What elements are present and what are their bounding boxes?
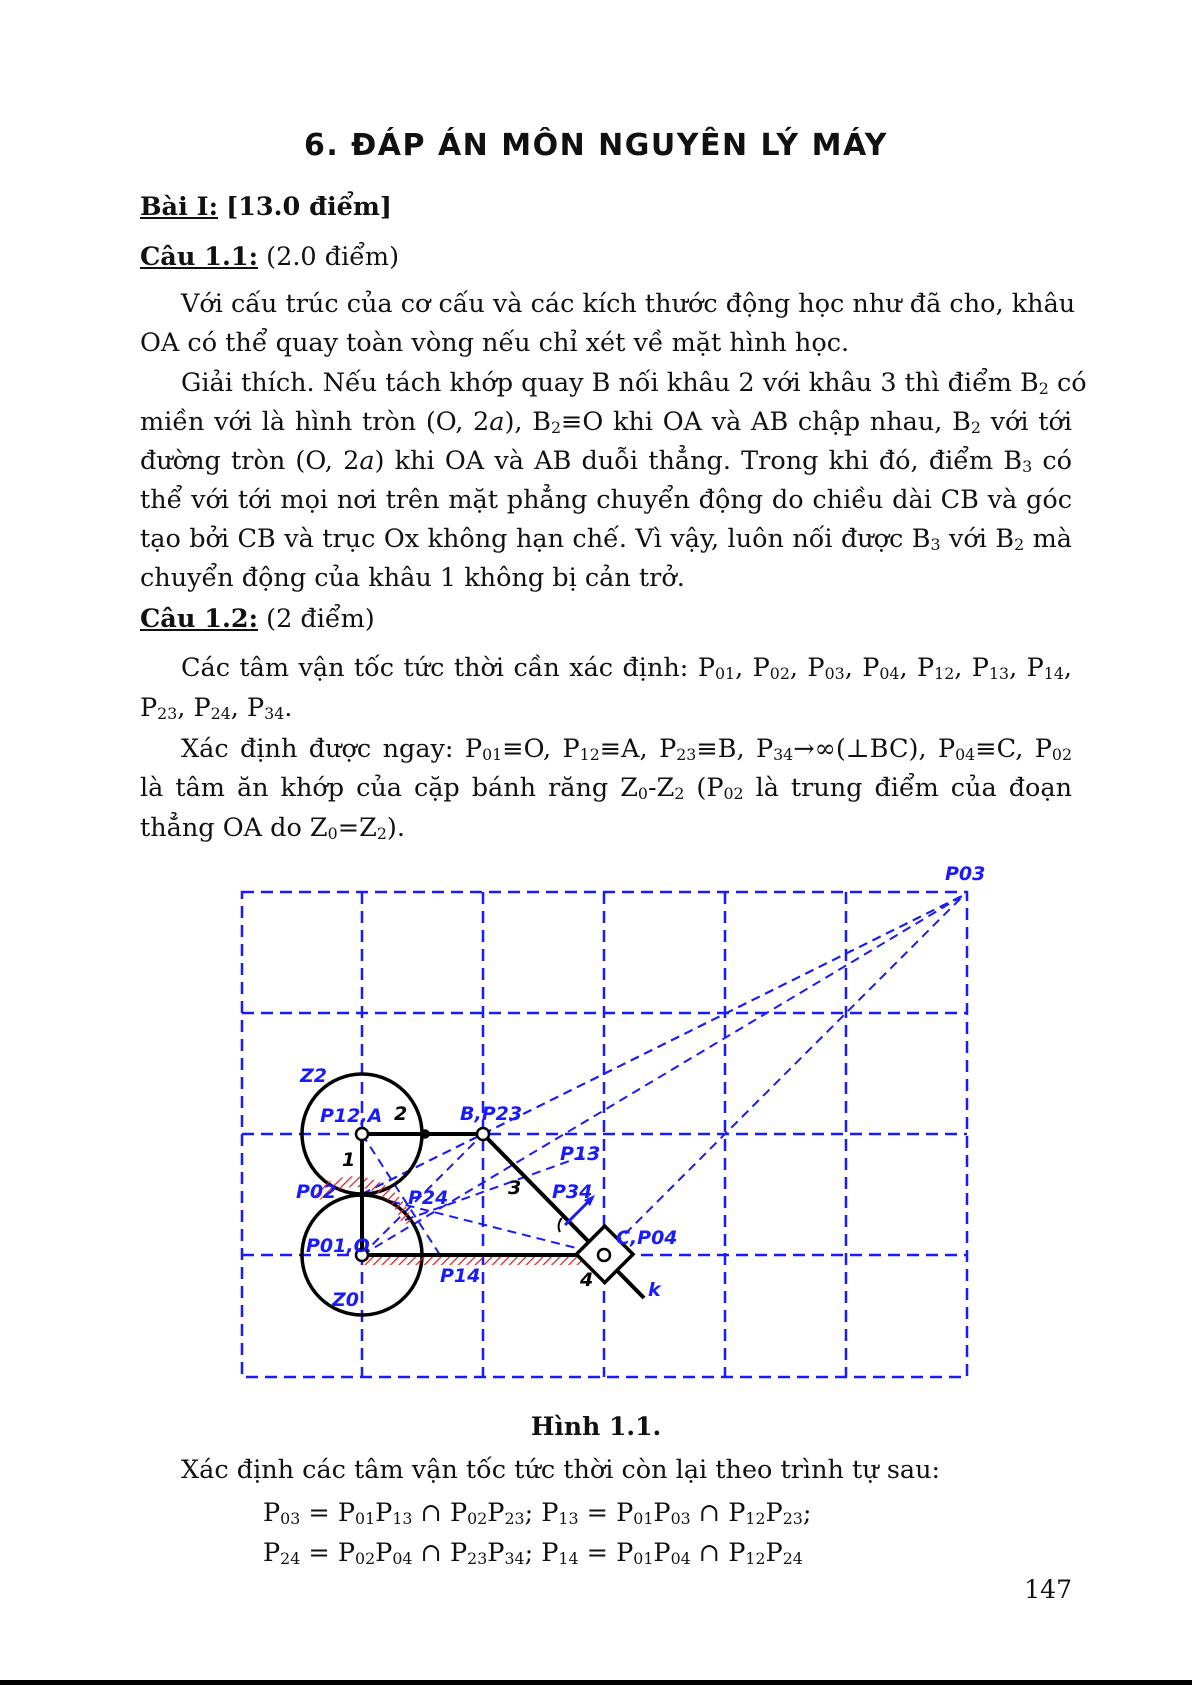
subscript: 34	[773, 745, 794, 765]
paragraph-line: Xác định các tâm vận tốc tức thời còn lại theo trình tự sau:	[181, 1455, 941, 1485]
text-run: , P	[844, 653, 880, 683]
mechanism-figure	[220, 858, 986, 1386]
text-run: ≡O khi OA và AB chập nhau, B	[561, 407, 971, 437]
section-points: [13.0 điểm]	[226, 192, 392, 222]
subscript: 04	[392, 1549, 413, 1569]
section-heading: Bài I: [13.0 điểm]	[140, 192, 392, 222]
label-p24: P24	[408, 1187, 449, 1209]
paragraph-line: thể với tới mọi nơi trên mặt phẳng chuyển động do chiều dài CB và góc	[140, 485, 1072, 515]
text-run: ; P	[524, 1538, 559, 1568]
page-title: 6. ĐÁP ÁN MÔN NGUYÊN LÝ MÁY	[303, 128, 889, 163]
subscript: 02	[355, 1549, 376, 1569]
text-run: P	[263, 1498, 281, 1528]
subscript: 0	[637, 784, 648, 804]
label-link-1: 1	[342, 1149, 356, 1171]
label-link-3: 3	[508, 1177, 522, 1199]
label-p34: P34	[552, 1181, 593, 1203]
text-run: với B	[940, 524, 1015, 554]
subscript: 2	[1038, 379, 1049, 399]
p34-arrow	[565, 1200, 590, 1225]
subscript: 12	[745, 1509, 766, 1529]
text-run: (P	[684, 773, 724, 803]
text-run: a	[359, 446, 375, 476]
text-run: ∩ P	[690, 1538, 746, 1568]
paragraph-line	[140, 813, 405, 843]
question-1-1-heading: Câu 1.1: (2.0 điểm)	[140, 242, 400, 272]
question-label: Câu 1.1	[140, 242, 249, 272]
label-p02: P02	[296, 1181, 337, 1203]
text-run: P	[487, 1498, 505, 1528]
subscript: 0	[327, 824, 338, 844]
label-link-2: 2	[394, 1103, 408, 1125]
subscript: 24	[280, 1549, 301, 1569]
text-run: P	[375, 1498, 393, 1528]
text-run: , P	[899, 653, 935, 683]
line-p23-p03	[483, 895, 964, 1134]
text-run: = P	[300, 1498, 356, 1528]
label-p12-a: P12,A	[320, 1105, 383, 1127]
subscript: 03	[670, 1509, 691, 1529]
text-run: ;	[802, 1498, 812, 1528]
subscript: 02	[769, 664, 790, 684]
subscript: 13	[392, 1509, 413, 1529]
subscript: 04	[670, 1549, 691, 1569]
subscript: 24	[782, 1549, 803, 1569]
text-run: thẳng OA do Z	[140, 813, 328, 843]
subscript: 03	[824, 664, 845, 684]
right-angle-mark	[559, 1218, 562, 1232]
subscript: 23	[782, 1509, 803, 1529]
joint-b	[477, 1128, 489, 1140]
paragraph-line	[140, 407, 1072, 437]
label-k: k	[648, 1279, 661, 1301]
text-run: tạo bởi CB và trục Ox không hạn chế. Vì vậy, luôn nối được B	[140, 524, 931, 554]
text-run: P	[487, 1538, 505, 1568]
label-p03: P03	[945, 863, 986, 885]
subscript: 01	[633, 1509, 654, 1529]
subscript: 2	[550, 418, 562, 438]
section-label: Bài I	[140, 192, 209, 222]
text-run: P	[653, 1498, 671, 1528]
subscript: 23	[676, 745, 697, 765]
joint-dot	[422, 1131, 429, 1138]
label-b-p23: B,P23	[460, 1103, 523, 1125]
joint-c	[598, 1249, 610, 1261]
text-run: ).	[386, 813, 405, 843]
text-run: P	[653, 1538, 671, 1568]
text-run: P	[140, 693, 158, 723]
subscript: 12	[934, 664, 955, 684]
page-number: 147	[1024, 1575, 1072, 1604]
subscript: 3	[930, 535, 941, 555]
text-run: P	[765, 1538, 783, 1568]
text-run: -Z	[647, 773, 675, 803]
paragraph-line	[140, 693, 292, 723]
subscript: 03	[280, 1509, 301, 1529]
subscript: 01	[633, 1549, 654, 1569]
text-run: có	[1032, 446, 1072, 476]
paragraph-line: chuyển động của khâu 1 không bị cản trở.	[140, 563, 685, 593]
equation-line	[263, 1538, 803, 1568]
subscript: 34	[504, 1549, 525, 1569]
text-run: →∞(⊥BC), P	[793, 734, 956, 764]
text-run: với tới	[980, 407, 1072, 437]
paragraph-line	[181, 653, 1072, 683]
subscript: 01	[714, 664, 736, 684]
text-run: P	[765, 1498, 783, 1528]
subscript: 14	[558, 1549, 579, 1569]
label-p13: P13	[560, 1143, 601, 1165]
label-c-p04: C,P04	[616, 1227, 678, 1249]
text-run: đường tròn (O, 2	[140, 446, 360, 476]
subscript: 3	[1022, 457, 1033, 477]
subscript: 13	[558, 1509, 579, 1529]
equation-line	[263, 1498, 811, 1528]
text-run: , P	[1009, 653, 1044, 683]
text-run: Xác định được ngay: P	[181, 734, 483, 764]
text-run: ∩ P	[412, 1538, 468, 1568]
text-run: ), B	[504, 407, 551, 437]
paragraph-line	[140, 524, 1072, 554]
subscript: 02	[723, 784, 744, 804]
text-run: , P	[230, 693, 265, 723]
subscript: 23	[157, 704, 178, 724]
text-run: P	[263, 1538, 281, 1568]
figure-caption: Hình 1.1.	[530, 1412, 662, 1441]
question-points: (2 điểm)	[266, 604, 375, 634]
text-run: miền với là hình tròn (O, 2	[140, 407, 490, 437]
subscript: 01	[355, 1509, 376, 1529]
paragraph-line	[140, 446, 1072, 476]
text-run: a	[489, 407, 505, 437]
subscript: 12	[745, 1549, 766, 1569]
ground-hatch	[364, 1256, 604, 1265]
subscript: 24	[210, 704, 231, 724]
subscript: 2	[970, 418, 981, 438]
label-z2: Z2	[300, 1065, 327, 1087]
subscript: 14	[1043, 664, 1064, 684]
label-link-4: 4	[580, 1269, 594, 1291]
text-run: ,	[1063, 653, 1072, 683]
text-run: P	[375, 1538, 393, 1568]
subscript: 2	[1014, 535, 1025, 555]
line-p04-p03	[604, 895, 964, 1255]
subscript: 23	[467, 1549, 488, 1569]
text-run: ) khi OA và AB duỗi thẳng. Trong khi đó, điểm B	[374, 446, 1023, 476]
paragraph-line	[181, 734, 1072, 764]
text-run: , P	[177, 693, 211, 723]
text-run: , P	[954, 653, 989, 683]
text-run: .	[284, 693, 293, 723]
subscript: 01	[482, 745, 503, 765]
text-run: là tâm ăn khớp của cặp bánh răng Z	[140, 773, 638, 803]
question-label: Câu 1.2	[140, 604, 249, 634]
text-run: , P	[735, 653, 770, 683]
text-run: ∩ P	[690, 1498, 746, 1528]
bottom-rule	[0, 1680, 1192, 1685]
question-1-2-heading: Câu 1.2: (2 điểm)	[140, 604, 375, 634]
joint-a	[356, 1128, 368, 1140]
subscript: 04	[955, 745, 976, 765]
text-run: ≡C, P	[975, 734, 1052, 764]
paragraph-line	[181, 368, 1087, 399]
text-run: ≡A, P	[599, 734, 677, 764]
paragraph-line: OA có thể quay toàn vòng nếu chỉ xét về mặt hình học.	[140, 328, 850, 358]
label-p01-o: P01,O	[306, 1235, 370, 1257]
text-run: Giải thích. Nếu tách khớp quay B nối khâu 2 với khâu 3 thì điểm B	[181, 368, 1039, 398]
text-run: ; P	[524, 1498, 559, 1528]
text-run: = P	[578, 1498, 634, 1528]
text-run: ≡B, P	[696, 734, 774, 764]
paragraph-line	[140, 773, 1072, 803]
text-run: ≡O, P	[502, 734, 580, 764]
paragraph-line: Với cấu trúc của cơ cấu và các kích thước động học như đã cho, khâu	[181, 289, 1076, 319]
text-run: ∩ P	[412, 1498, 468, 1528]
subscript: 12	[579, 745, 600, 765]
text-run: Các tâm vận tốc tức thời cần xác định: P	[181, 653, 715, 683]
text-run: = P	[578, 1538, 634, 1568]
text-run: là trung điểm của đoạn	[743, 773, 1072, 803]
subscript: 02	[1051, 745, 1072, 765]
text-run: mà	[1024, 524, 1072, 554]
subscript: 13	[988, 664, 1010, 684]
subscript: 02	[467, 1509, 488, 1529]
text-run: có	[1048, 368, 1087, 398]
question-points: (2.0 điểm)	[266, 242, 400, 272]
subscript: 04	[879, 664, 900, 684]
text-run: , P	[789, 653, 825, 683]
subscript: 23	[504, 1509, 525, 1529]
label-z0: Z0	[332, 1289, 359, 1311]
text-run: =Z	[337, 813, 377, 843]
construction-lines	[362, 895, 964, 1255]
subscript: 2	[674, 784, 685, 804]
subscript: 34	[264, 704, 285, 724]
line-p01-p03	[362, 895, 964, 1255]
label-p14: P14	[440, 1265, 481, 1287]
subscript: 2	[376, 824, 387, 844]
text-run: = P	[300, 1538, 356, 1568]
